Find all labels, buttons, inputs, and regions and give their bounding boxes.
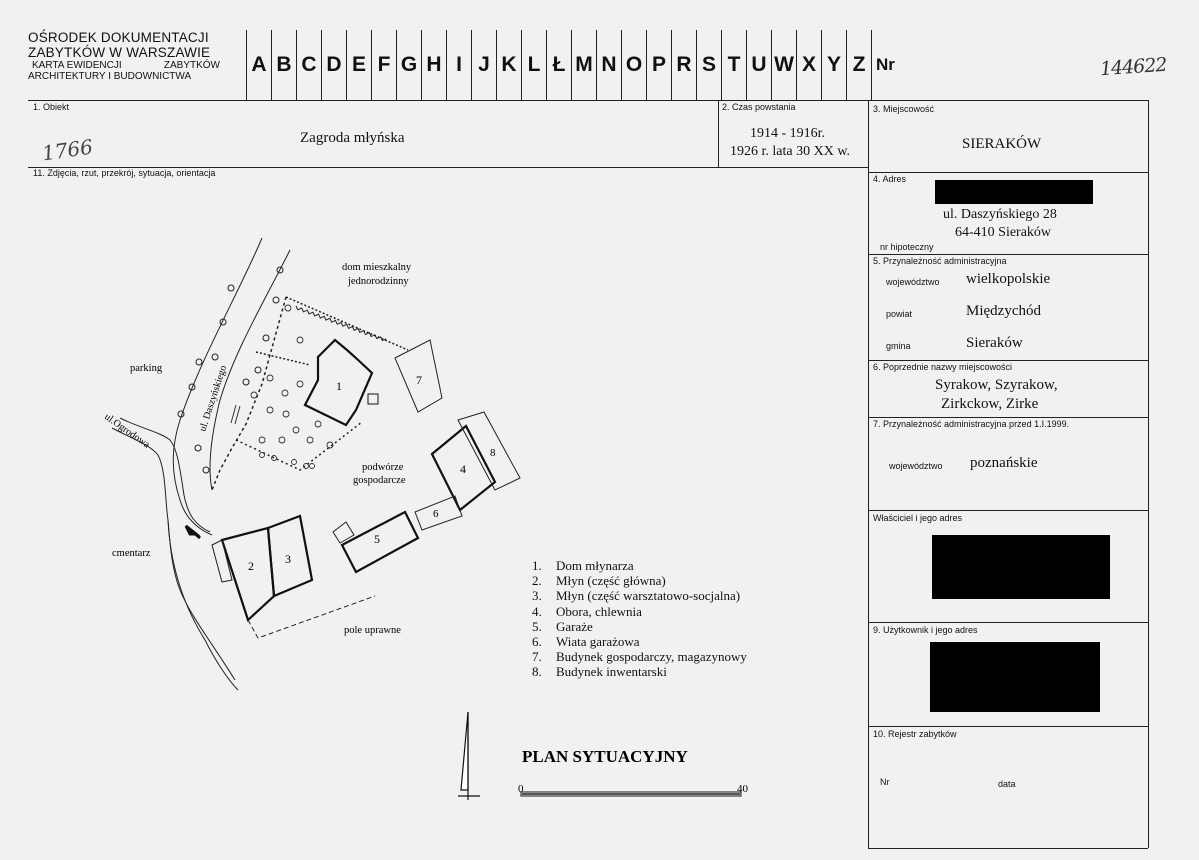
building-label-3: 3: [285, 552, 291, 566]
letter-cell: H: [421, 30, 446, 100]
legend-item-text: Młyn (część warsztatowo-socjalna): [556, 588, 741, 604]
uzytkownik-label: 9. Użytkownik i jego adres: [873, 625, 978, 635]
adres-redaction: [935, 180, 1093, 204]
card-line-2: ARCHITEKTURY I BUDOWNICTWA: [28, 71, 192, 82]
gmina-label: gmina: [886, 341, 911, 351]
building-label-8: 8: [490, 447, 496, 459]
letter-cell: K: [496, 30, 521, 100]
legend-item-number: 8.: [532, 664, 542, 680]
building-label-6: 6: [433, 508, 439, 520]
legend-item: [532, 558, 747, 573]
legend-item-text: Obora, chlewnia: [556, 603, 642, 619]
label-house: dom mieszkalny: [342, 262, 412, 273]
label-house-2: jednorodzinny: [348, 276, 409, 287]
institution-line-2: ZABYTKÓW W WARSZAWIE: [28, 45, 211, 60]
obiekt-handwritten-note: 1766: [40, 134, 95, 166]
building-label-2: 2: [248, 559, 254, 573]
letter-cell: W: [771, 30, 796, 100]
plan-legend: [532, 558, 747, 680]
zdjecia-label: 11. Zdjęcia, rzut, przekrój, sytuacja, orientacja: [33, 168, 216, 178]
legend-item-number: 3.: [532, 588, 542, 604]
rejestr-label: 10. Rejestr zabytków: [873, 729, 957, 739]
north-arrow: [458, 712, 480, 800]
letter-cell: F: [371, 30, 396, 100]
letter-cell: I: [446, 30, 471, 100]
gmina-value: Sieraków: [966, 335, 1023, 351]
wojewodztwo-value: wielkopolskie: [966, 271, 1051, 287]
rule-sec6-top: [868, 360, 1148, 361]
garden-dots: [251, 305, 333, 469]
adres-line-2: 64-410 Sieraków: [955, 225, 1052, 240]
miejscowosc-label: 3. Miejscowość: [873, 104, 935, 114]
hedge-zigzag: [295, 306, 386, 342]
poprzednie-line-2: Zirkckow, Zirke: [941, 396, 1039, 412]
entry-arrow: [186, 526, 200, 538]
scale-bar: [521, 792, 741, 796]
powiat-value: Międzychód: [966, 303, 1041, 319]
rule-sec8-top: [868, 510, 1148, 511]
letter-cell: G: [396, 30, 421, 100]
letter-cell: M: [571, 30, 596, 100]
przed1999-wojewodztwo-value: poznańskie: [970, 455, 1038, 471]
card-line-1-left: KARTA EWIDENCJI: [32, 60, 122, 71]
letter-cell: T: [721, 30, 746, 100]
letter-cell: X: [796, 30, 821, 100]
building-label-1: 1: [336, 379, 342, 393]
letter-cell: U: [746, 30, 771, 100]
building-label-5: 5: [374, 532, 380, 546]
legend-item-text: Budynek gospodarczy, magazynowy: [556, 649, 747, 665]
przynaleznosc-label: 5. Przynależność administracyjna: [873, 256, 1007, 266]
letter-cell: C: [296, 30, 321, 100]
label-parking: parking: [130, 363, 163, 374]
miejscowosc-value: SIERAKÓW: [962, 136, 1042, 152]
letter-cell: Z: [846, 30, 871, 100]
nr-cell: Nr: [871, 30, 913, 100]
rule-sec4-top: [868, 172, 1148, 173]
hipoteczny-label: nr hipoteczny: [880, 242, 934, 252]
building-8: [458, 412, 520, 490]
scale-end: 40: [737, 783, 748, 795]
card-line-1-right: ZABYTKÓW: [163, 60, 220, 71]
institution-line-1: OŚRODEK DOKUMENTACJI: [28, 30, 209, 45]
adres-line-1: ul. Daszyńskiego 28: [943, 207, 1057, 222]
letter-cell: O: [621, 30, 646, 100]
czas-line-2: 1926 r. lata 30 XX w.: [730, 144, 851, 159]
label-yard: podwórze: [362, 462, 404, 473]
scale-start: 0: [518, 783, 524, 795]
czas-label: 2. Czas powstania: [722, 102, 796, 112]
powiat-label: powiat: [886, 309, 913, 319]
legend-item: [532, 588, 747, 603]
letter-cell: P: [646, 30, 671, 100]
poprzednie-line-1: Syrakow, Szyrakow,: [935, 377, 1058, 393]
rejestr-nr-label: Nr: [880, 777, 890, 787]
rule-sec5-top: [868, 254, 1148, 255]
legend-item-number: 5.: [532, 618, 542, 634]
wlasciciel-redaction: [932, 535, 1110, 599]
label-cemetery: cmentarz: [112, 548, 151, 559]
przed1999-label: 7. Przynależność administracyjna przed 1.I.1999.: [873, 419, 1070, 429]
gate-marks: [231, 405, 240, 424]
letter-cell: A: [246, 30, 271, 100]
adres-label: 4. Adres: [873, 174, 907, 184]
poprzednie-label: 6. Poprzednie nazwy miejscowości: [873, 362, 1013, 372]
legend-item: [532, 634, 747, 649]
czas-line-1: 1914 - 1916r.: [750, 126, 826, 141]
building-1-porch: [368, 394, 378, 404]
legend-item: [532, 649, 747, 664]
letter-cell: Ł: [546, 30, 571, 100]
uzytkownik-redaction: [930, 642, 1100, 712]
wojewodztwo-label: województwo: [886, 277, 940, 287]
letter-cell: S: [696, 30, 721, 100]
legend-item-text: Młyn (część główna): [556, 573, 666, 589]
letter-cell: B: [271, 30, 296, 100]
letter-cell: N: [596, 30, 621, 100]
legend-item-number: 2.: [532, 573, 542, 589]
road-daszynskiego: [173, 238, 290, 535]
letter-cell: D: [321, 30, 346, 100]
legend-item-text: Dom młynarza: [556, 558, 634, 573]
rule-page-right: [1148, 100, 1149, 848]
letter-cell: E: [346, 30, 371, 100]
legend-item-text: Budynek inwentarski: [556, 664, 667, 680]
wlasciciel-label: Właściciel i jego adres: [873, 513, 963, 523]
legend-item-number: 7.: [532, 649, 542, 665]
rule-sec7-top: [868, 417, 1148, 418]
legend-item: [532, 664, 747, 679]
letter-cell: J: [471, 30, 496, 100]
building-2: [222, 528, 274, 620]
przed1999-wojewodztwo-label: województwo: [889, 461, 943, 471]
plan-title: PLAN SYTUACYJNY: [522, 747, 688, 766]
label-yard-2: gospodarcze: [353, 475, 406, 486]
legend-item-text: Wiata garażowa: [556, 634, 640, 650]
legend-item-number: 6.: [532, 634, 542, 650]
obiekt-value: Zagroda młyńska: [300, 130, 405, 146]
label-street-ogrodowa: ul.Ogrodowa: [102, 411, 152, 451]
building-5: [342, 512, 418, 572]
rule-page-bottom: [868, 848, 1148, 849]
letter-cell: Y: [821, 30, 846, 100]
rule-main-right: [868, 100, 869, 848]
rule-sec10-top: [868, 726, 1148, 727]
legend-item-text: Garaże: [556, 618, 593, 634]
legend-item: [532, 604, 747, 619]
letter-cell: L: [521, 30, 546, 100]
label-street-daszynskiego: ul. Daszyńskiego: [197, 364, 230, 433]
legend-item-number: 1.: [532, 558, 542, 573]
building-label-4: 4: [460, 462, 466, 476]
building-label-7: 7: [416, 373, 422, 387]
legend-item-number: 4.: [532, 603, 542, 619]
rule-sec9-top: [868, 622, 1148, 623]
obiekt-label: 1. Obiekt: [33, 102, 70, 112]
handwritten-number: 144622: [1099, 53, 1168, 81]
letter-cell: R: [671, 30, 696, 100]
label-field: pole uprawne: [344, 625, 401, 636]
rejestr-data-label: data: [998, 779, 1016, 789]
legend-item: [532, 573, 747, 588]
legend-item: [532, 619, 747, 634]
